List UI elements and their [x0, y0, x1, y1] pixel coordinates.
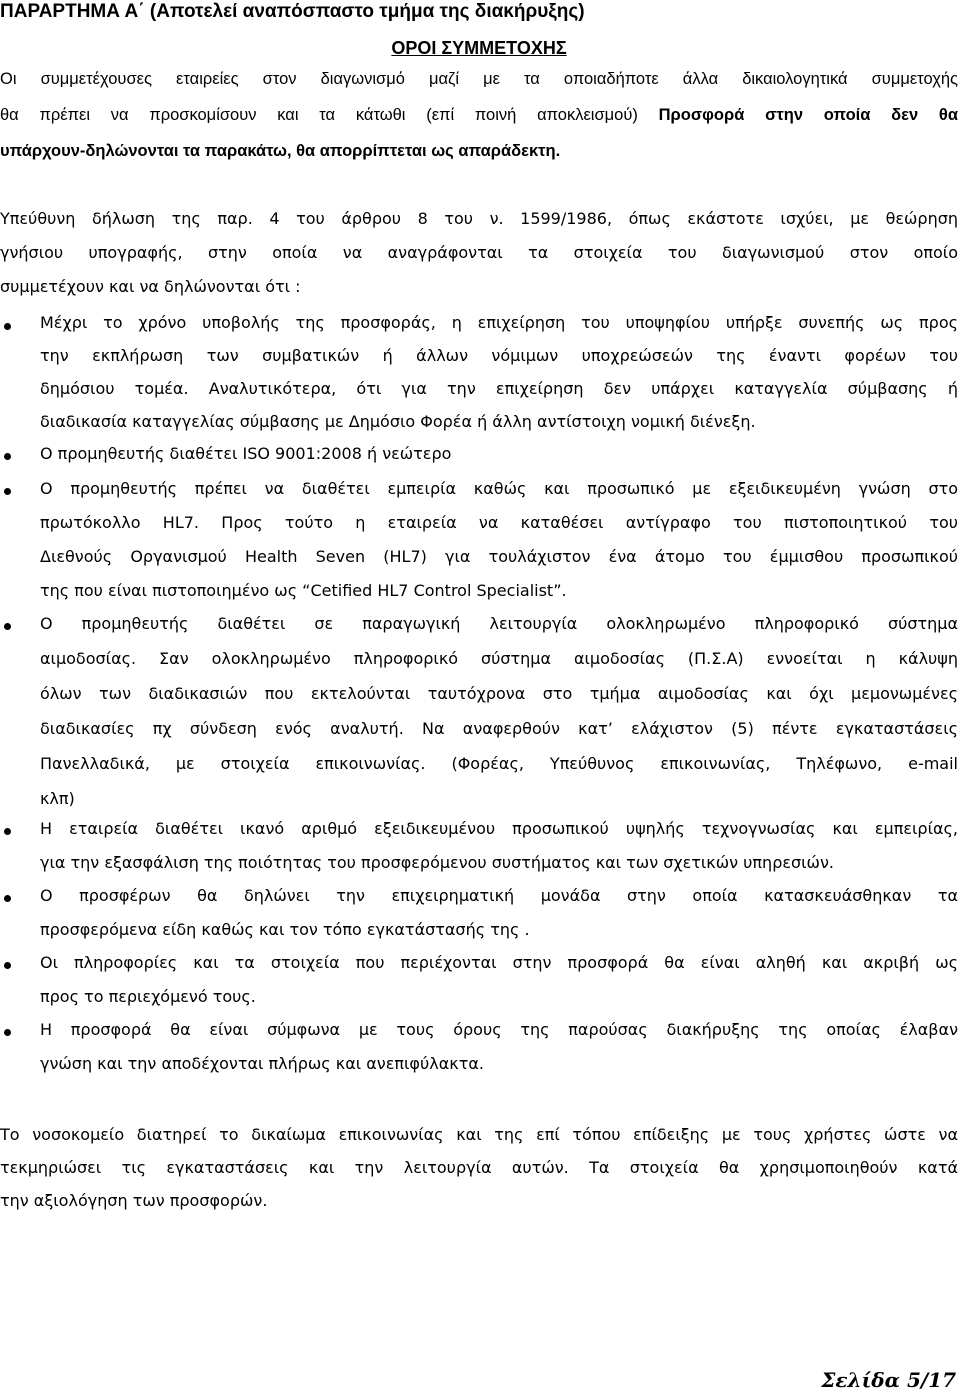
- intro-line-3: υπάρχουν-δηλώνονται τα παρακάτω, θα απορρίπτεται ως απαράδεκτη.: [0, 142, 561, 160]
- closing-line-3: την αξιολόγηση των προσφορών.: [0, 1191, 268, 1210]
- bullet-3-line-2a: πρωτόκολλο HL7.: [40, 513, 222, 532]
- intro-line-1: Οι συμμετέχουσες εταιρείες στον διαγωνισμό μαζί με τα οποιαδήποτε άλλα δικαιολογητικά συμμετοχής: [0, 70, 958, 88]
- bullet-3-line-4: της που είναι πιστοποιημένο ως “Cetified HL7 Control Specialist”.: [40, 581, 567, 600]
- bullet-4-line-2a: αιμοδοσίας.: [40, 649, 160, 668]
- bullet-2-line-1: Ο προμηθευτής διαθέτει ISO 9001:2008 ή νεώτερο: [40, 444, 452, 463]
- bullet-4-line-4a: διαδικασίες πχ σύνδεση ενός αναλυτή.: [40, 719, 423, 738]
- bullet-8-marker: [4, 1029, 11, 1036]
- bullet-1-line-4: διαδικασία καταγγελίας σύμβασης με Δημόσιο Φορέα ή άλλη αντίστοιχη νομική διένεξη.: [40, 412, 756, 431]
- bullet-1-line-3b: Αναλυτικότερα, ότι για την επιχείρηση δεν υπάρχει καταγγελία σύμβασης ή: [208, 379, 958, 398]
- declaration-line-2: γνήσιου υπογραφής, στην οποία να αναγράφονται τα στοιχεία του διαγωνισμού στον οποίο: [0, 243, 958, 262]
- bullet-1-marker: [4, 323, 11, 330]
- bullet-4-line-4: [40, 719, 958, 739]
- bullet-1-line-1: Μέχρι το χρόνο υποβολής της προσφοράς, η επιχείρηση του υποψηφίου υπήρξε συνεπής ως προς: [40, 313, 958, 332]
- bullet-5-line-1: Η εταιρεία διαθέτει ικανό αριθμό εξειδικευμένου προσωπικού υψηλής τεχνογνωσίας και εμπειρίας,: [40, 819, 958, 838]
- bullet-7-line-2: προς το περιεχόμενό τους.: [40, 987, 256, 1006]
- bullet-3-line-2: [40, 513, 958, 533]
- page-title: ΠΑΡΑΡΤΗΜΑ Α΄ (Αποτελεί αναπόσπαστο τμήμα της διακήρυξης): [0, 1, 585, 22]
- bullet-5-line-2: για την εξασφάλιση της ποιότητας του προσφερόμενου συστήματος και των σχετικών υπηρεσιών.: [40, 853, 834, 872]
- section-title: ΟΡΟΙ ΣΥΜΜΕΤΟΧΗΣ: [391, 38, 567, 58]
- bullet-3-line-1: Ο προμηθευτής πρέπει να διαθέτει εμπειρία καθώς και προσωπικό με εξειδικευμένη γνώση στο: [40, 479, 958, 498]
- bullet-4-marker: [4, 623, 11, 630]
- bullet-3-marker: [4, 488, 11, 495]
- bullet-7-line-1: Οι πληροφορίες και τα στοιχεία που περιέχονται στην προσφορά θα είναι αληθή και ακριβή ως: [40, 953, 958, 972]
- bullet-5-marker: [4, 828, 11, 835]
- intro-line-2-text: θα πρέπει να προσκομίσουν και τα κάτωθι (επί ποινή αποκλεισμού): [0, 106, 659, 124]
- declaration-line-3: συμμετέχουν και να δηλώνονται ότι :: [0, 277, 301, 296]
- bullet-4-line-5: Πανελλαδικά, με στοιχεία επικοινωνίας. (Φορέας, Υπεύθυνος επικοινωνίας, Τηλέφωνο, e-mail: [40, 754, 958, 773]
- bullet-6-marker: [4, 895, 11, 902]
- bullet-1-line-2: την εκπλήρωση των συμβατικών ή άλλων νόμιμων υποχρεώσεών της έναντι φορέων του: [40, 346, 958, 365]
- bullet-3-line-3: Διεθνούς Οργανισμού Health Seven (HL7) για τουλάχιστον ένα άτομο του έμμισθου προσωπικού: [40, 547, 958, 566]
- bullet-8-line-2: γνώση και την αποδέχονται πλήρως και ανεπιφύλακτα.: [40, 1054, 484, 1073]
- intro-line-2-bold: Προσφορά στην οποία δεν θα: [658, 106, 958, 124]
- bullet-1-line-3a: δημόσιου τομέα.: [40, 379, 209, 398]
- bullet-4-line-2: [40, 649, 958, 669]
- bullet-6-line-1: Ο προσφέρων θα δηλώνει την επιχειρηματική μονάδα στην οποία κατασκευάσθηκαν τα: [40, 886, 958, 905]
- declaration-line-1: Υπεύθυνη δήλωση της παρ. 4 του άρθρου 8 του ν. 1599/1986, όπως εκάστοτε ισχύει, με θεώρηση: [0, 209, 958, 228]
- bullet-4-line-2b: Σαν ολοκληρωμένο πληροφορικό σύστημα αιμοδοσίας (Π.Σ.Α) εννοείται η κάλυψη: [159, 649, 958, 668]
- bullet-1-line-3: [40, 379, 958, 399]
- bullet-4-line-6: κλπ): [40, 789, 75, 808]
- bullet-4-line-4b: Να αναφερθούν κατ’ ελάχιστον (5) πέντε εγκαταστάσεις: [422, 719, 959, 738]
- bullet-4-line-1: Ο προμηθευτής διαθέτει σε παραγωγική λειτουργία ολοκληρωμένο πληροφορικό σύστημα: [40, 614, 958, 633]
- bullet-8-line-1: Η προσφορά θα είναι σύμφωνα με τους όρους της παρούσας διακήρυξης της οποίας έλαβαν: [40, 1020, 958, 1039]
- closing-line-2: τεκμηριώσει τις εγκαταστάσεις και την λειτουργία αυτών. Τα στοιχεία θα χρησιμοποιηθούν κατά: [0, 1158, 958, 1177]
- bullet-6-line-2: προσφερόμενα είδη καθώς και τον τόπο εγκατάστασής της .: [40, 920, 530, 939]
- closing-line-1: Το νοσοκομείο διατηρεί το δικαίωμα επικοινωνίας και της επί τόπου επίδειξης με τους χρήστες ώστε να: [0, 1125, 958, 1144]
- bullet-7-marker: [4, 962, 11, 969]
- page-number: Σελίδα 5/17: [821, 1368, 956, 1392]
- bullet-3-line-2b: Προς τούτο η εταιρεία να καταθέσει αντίγραφο του πιστοποιητικού του: [221, 513, 959, 532]
- bullet-2-marker: [4, 453, 11, 460]
- bullet-4-line-3: όλων των διαδικασιών που εκτελούνται ταυτόχρονα στο τμήμα αιμοδοσίας και όχι μεμονωμένες: [40, 684, 958, 703]
- intro-line-2: [0, 105, 958, 125]
